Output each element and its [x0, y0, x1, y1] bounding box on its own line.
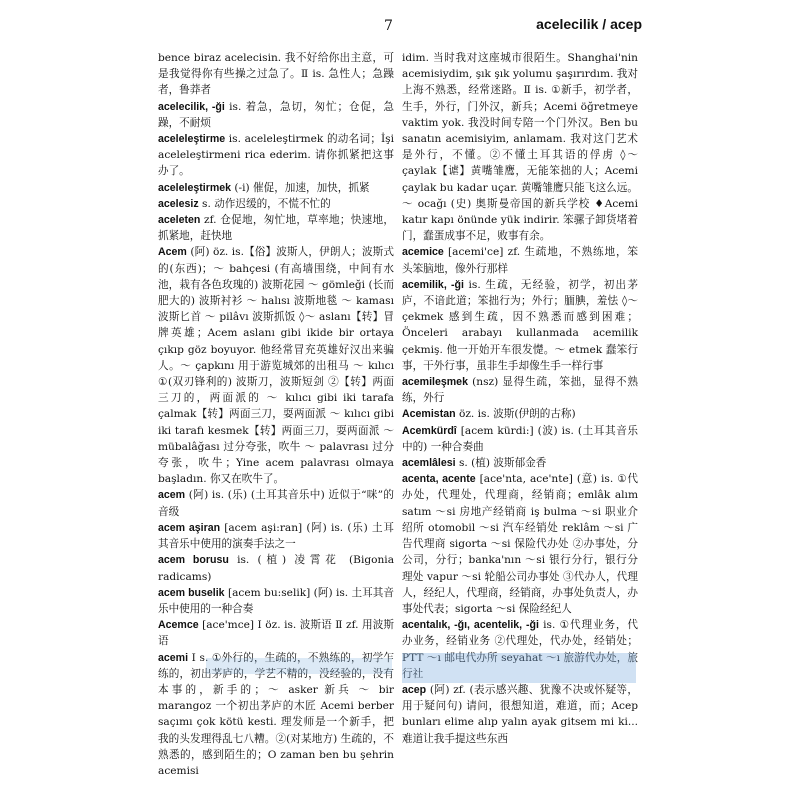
right-column-continuation: idim. 当时我对这座城市很陌生。Shanghai'nin acemisiydim, şık şık yolumu şaşırırdım. 我对上海不熟悉，经常迷路。Ⅱ is. ①新手，初学者，生手，外行，门外汉，新兵；Acemi öğretmeye vaktim yok. 我没时间专陪一个门外汉。Ben bu sanatın acemisiyim, anlamam. 我对这门艺术是外行，不懂。②不懂土耳其语的俘虏 ◊～ çaylak【谑】黄嘴雏鹰，无能笨拙的人；Acemi çaylak bu kadar uçar. 黄嘴雏鹰只能飞这么远。～ ocağı (史) 奥斯曼帝国的新兵学校 ♦Acemi katır kapı önünde yük indirir. 笨骡子卸货堵着门，蠢蛋成事不足，败事有余。: [402, 52, 638, 243]
entry-headword: aceleleştirmek: [158, 181, 232, 194]
entry-definition: öz. is. 波斯(伊朗的古称): [455, 408, 576, 421]
entry-headword: Acemkürdî: [402, 424, 457, 437]
entry-definition: (nsz) 显得生疏，笨拙，显得不熟练，外行: [402, 376, 638, 405]
entry-headword: acem: [158, 489, 186, 502]
entry-headword: acem buselik: [158, 586, 225, 599]
entry-headword: acenta, acente: [402, 473, 476, 486]
entry-headword: Acemistan: [402, 408, 456, 421]
dictionary-entry: [402, 471, 638, 617]
dictionary-entry: [402, 374, 638, 406]
dictionary-entry: [402, 423, 638, 455]
dictionary-entry: [158, 196, 394, 212]
left-column: [158, 50, 394, 779]
dictionary-entry: [158, 180, 394, 196]
entry-headword: acemileşmek: [402, 376, 468, 389]
dictionary-entry: [402, 406, 638, 422]
running-head: acelecilik / acep: [536, 16, 642, 32]
dictionary-entry: [158, 520, 394, 552]
dictionary-entry: [158, 131, 394, 180]
entry-definition: is. 着急，急切，匆忙；仓促，急躁，不耐烦: [158, 100, 395, 129]
entry-headword: Acemce: [158, 619, 199, 632]
entry-definition: zf. 仓促地，匆忙地，草率地；快速地，抓紧地，赶快地: [158, 214, 394, 243]
entry-definition: (-i) 催促，加速，加快，抓紧: [231, 181, 370, 194]
entry-definition: is. (植) 凌霄花 (Bigonia radicams): [158, 554, 395, 583]
entry-headword: acemilik, -ği: [402, 278, 464, 291]
entry-headword: acelecilik, -ği: [158, 100, 225, 113]
entry-definition: [acem kürdi:] (波) is. (土耳其音乐中的) 一种合奏曲: [402, 424, 638, 453]
entry-definition: [ace'nta, ace'nte] (意) is. ①代办处，代理处，代理商，经销商；emlâk alım satım ～si 房地产经销商 iş bulma ～si 职业介绍所 otomobil ～si 汽车经销处 reklâm ～si 广告代理商 sigorta ～si 保险代办处 ②办事处，分公司，分行；banka'nın ～si 银行分行，银行分理处 vapur ～si 轮船公司办事处 ③代办人，代理人，经纪人，代理商，经销商，办事处负责人，办事处代表；sigorta ～si 保险经纪人: [402, 473, 638, 615]
left-entry-list: [158, 99, 394, 780]
entry-headword: acep: [402, 683, 427, 696]
entry-headword: acemi: [158, 651, 189, 664]
entry-headword: acemlâlesi: [402, 457, 456, 470]
dictionary-entry: [158, 552, 394, 584]
dictionary-entry: [158, 244, 394, 487]
right-entry-list: [402, 244, 638, 746]
dictionary-entry: [158, 99, 394, 131]
dictionary-entry: [402, 244, 638, 276]
dictionary-entry: [402, 682, 638, 747]
left-column-continuation: bence biraz acelecisin. 我不好给你出主意，可是我觉得你有些操之过急了。Ⅱ is. 急性人；急躁者，鲁莽者: [158, 52, 394, 97]
entry-definition: (阿) öz. is.【俗】波斯人，伊朗人；波斯式的(东西)；～ bahçesi (有高墙围绕，中间有水池，栽有各色玫瑰的) 波斯花园 ～ gömleği (长而肥大的) 波斯衬衫 ～ halısı 波斯地毯 ～ kaması 波斯匕首 ～ pilâvı 波斯抓饭 ◊～ aslanı【转】冒牌英雄；Acem aslanı gibi ikide bir ortaya çıkıp göz boyuyor. 他经常冒充英雄好汉出来骗人。～ çapkını 用于游览城郊的出租马 ～ kılıcı ①(双刃锋利的) 波斯刀，波斯短剑 ②【转】两面三刀的，两面派的 ～ kılıcı gibi iki tarafa çalmak【转】两面三刀，耍两面派 ～ kılıcı gibi iki tarafı kesmek【转】两面三刀，耍两面派 ～ mübalâğası 过分夸张，吹牛 ～ palavrası 过分夸张，吹牛；Yine acem palavrası olmaya başladın. 你又在吹牛了。: [158, 246, 394, 486]
dictionary-entry: [402, 617, 638, 682]
dictionary-entry: [158, 487, 394, 519]
entry-definition: (阿) is. (乐) (土耳其音乐中) 近似于“咪”的音级: [158, 489, 394, 518]
entry-headword: acem aşiran: [158, 521, 221, 534]
entry-definition: [acem aşi:ran] (阿) is. (乐) 土耳其音乐中使用的演奏手法之一: [158, 521, 394, 551]
entry-headword: acelesiz: [158, 197, 199, 210]
dictionary-entry: [158, 650, 394, 780]
entry-definition: Ⅰ s. ①外行的，生疏的，不熟练的，初学乍练的，初出茅庐的，学艺不精的，没经验的，没有本事的，新手的；～ asker 新兵 ～ bir marangoz 一个初出茅庐的木匠 Acemi berber saçımı çok kötü kesti. 理发师是一个新手，把我的头发理得乱七八糟。②(对某地方) 生疏的，不熟悉的，感到陌生的；O zaman ben bu şehrin acemisi: [158, 651, 394, 777]
dictionary-entry: [158, 212, 394, 244]
entry-definition: is. ①代理业务，代办业务，经销业务 ②代理处，代办处，经销处；PTT ～ı 邮电代办所 seyahat ～ı 旅游代办处，旅行社: [402, 619, 638, 680]
entry-definition: [acemi'ce] zf. 生疏地，不熟练地，笨头笨脑地，像外行那样: [402, 246, 638, 275]
entry-headword: Acem: [158, 246, 187, 259]
entry-headword: acem borusu: [158, 554, 229, 567]
entry-headword: acentalık, -ğı, acentelik, -ği: [402, 619, 539, 632]
entry-definition: [ace'mce] Ⅰ öz. is. 波斯语 Ⅱ zf. 用波斯语: [158, 619, 394, 648]
entry-definition: is. 生疏，无经验，初学，初出茅庐，不谙此道；笨拙行为；外行；腼腆，羞怯 ◊～ çekmek 感到生疏，因不熟悉而感到困难；Önceleri arabayı kullanmada acemilik çekmiş. 他一开始开车很发憷。～ etmek 蠢笨行事，干外行事，虽非生手却像生手一样行事: [402, 278, 638, 372]
dictionary-entry: [158, 585, 394, 617]
entry-headword: acemice: [402, 246, 444, 259]
right-column: [402, 50, 638, 747]
entry-definition: (阿) zf. (表示感兴趣、犹豫不决或怀疑等，用于疑问句) 请问，很想知道，难道，而；Acep bunları elime alıp yalın ayak gitsem mi ki... 难道让我手提这些东西: [402, 683, 638, 745]
entry-definition: s. 动作迟缓的，不慌不忙的: [198, 197, 331, 210]
dictionary-entry: [402, 277, 638, 374]
entry-definition: is. aceleleştirmek 的动名词；İşi aceleleştirmeni rica ederim. 请你抓紧把这事办了。: [158, 133, 394, 178]
entry-headword: aceleten: [158, 214, 201, 227]
entry-definition: s. (植) 波斯郁金香: [455, 457, 547, 470]
entry-headword: aceleleştirme: [158, 133, 226, 146]
dictionary-entry: [402, 455, 638, 471]
page-number: 7: [384, 18, 393, 34]
entry-definition: [acem bu:selik] (阿) is. 土耳其音乐中使用的一种合奏: [158, 586, 395, 615]
dictionary-entry: [158, 617, 394, 649]
